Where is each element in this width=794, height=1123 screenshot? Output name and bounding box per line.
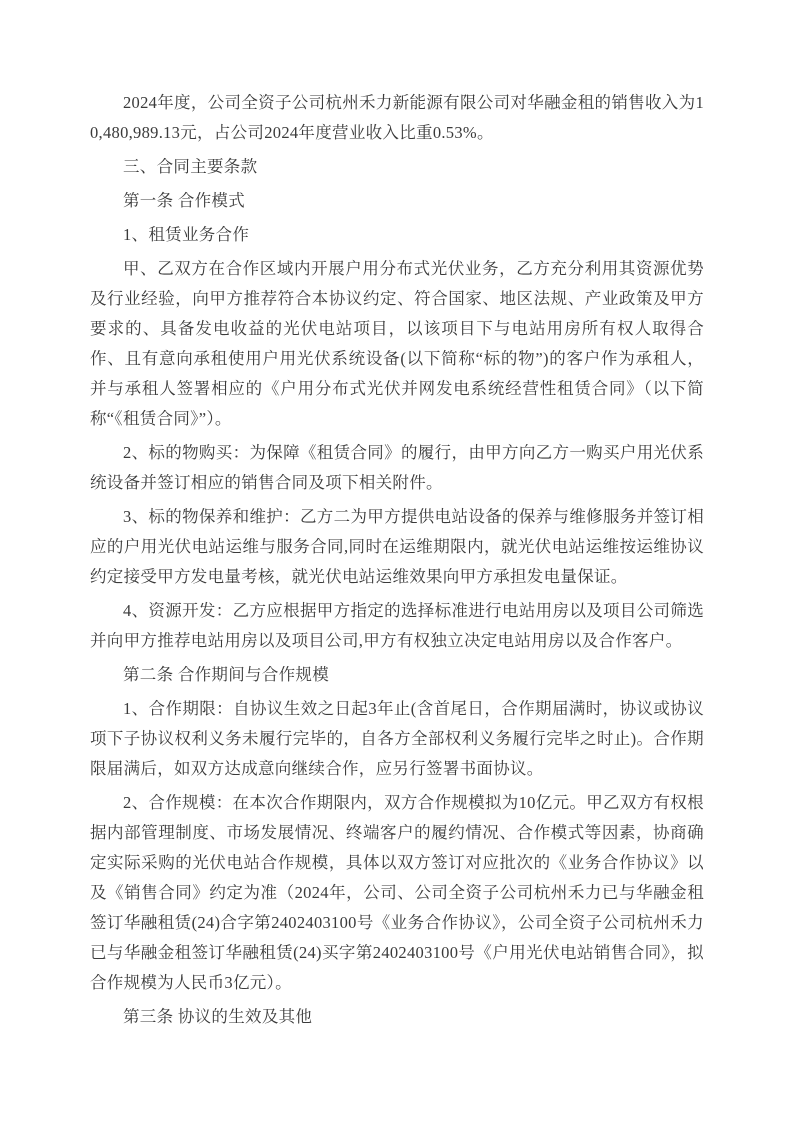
paragraph-sales-revenue: 2024年度，公司全资子公司杭州禾力新能源有限公司对华融金租的销售收入为10,480,989.13元，占公司2024年度营业收入比重0.53%。 [90, 93, 704, 142]
clause-1-cooperation-period: 1、合作期限：自协议生效之日起3年止(含首尾日，合作期届满时，协议或协议项下子协议权利义务未履行完毕的，自各方全部权利义务履行完毕之时止)。合作期限届满后，如双方达成意向继续合作，应另行签署书面协议。 [90, 699, 704, 778]
clause-1-leasing-business-title: 1、租赁业务合作 [123, 225, 250, 244]
article-1-heading-cooperation-mode: 第一条 合作模式 [123, 191, 246, 210]
clause-2-subject-purchase: 2、标的物购买：为保障《租赁合同》的履行，由甲方向乙方一购买户用光伏系统设备并签订相应的销售合同及项下相关附件。 [90, 443, 704, 492]
section-heading-main-contract-terms: 三、合同主要条款 [123, 157, 258, 176]
clause-1-leasing-business-body: 甲、乙双方在合作区域内开展户用分布式光伏业务，乙方充分利用其资源优势及行业经验，向甲方推荐符合本协议约定、符合国家、地区法规、产业政策及甲方要求的、具备发电收益的光伏电站项目，以该项目下与电站用房所有权人取得合作、且有意向承租使用户用光伏系统设备(以下简称“标的物”)的客户作为承租人，并与承租人签署相应的《户用分布式光伏并网发电系统经营性租赁合同》（以下简称“《租赁合同》”）。 [90, 259, 704, 428]
clause-2-cooperation-scale: 2、合作规模：在本次合作期限内，双方合作规模拟为10亿元。甲乙双方有权根据内部管理制度、市场发展情况、终端客户的履约情况、合作模式等因素，协商确定实际采购的光伏电站合作规模，具体以双方签订对应批次的《业务合作协议》以及《销售合同》约定为准（2024年，公司、公司全资子公司杭州禾力已与华融金租签订华融租赁(24)合字第2402403100号《业务合作协议》，公司全资子公司杭州禾力已与华融金租签订华融租赁(24)买字第2402403100号《户用光伏电站销售合同》，拟合作规模为人民币3亿元）。 [90, 793, 704, 992]
clause-4-resource-development: 4、资源开发：乙方应根据甲方指定的选择标准进行电站用房以及项目公司筛选并向甲方推荐电站用房以及项目公司,甲方有权独立决定电站用房以及合作客户。 [90, 601, 704, 650]
article-3-heading-effectiveness: 第三条 协议的生效及其他 [123, 1007, 313, 1026]
article-2-heading-period-and-scale: 第二条 合作期间与合作规模 [123, 665, 330, 684]
clause-3-maintenance: 3、标的物保养和维护：乙方二为甲方提供电站设备的保养与维修服务并签订相应的户用光伏电站运维与服务合同,同时在运维期限内，就光伏电站运维按运维协议约定接受甲方发电量考核，就光伏电站运维效果向甲方承担发电量保证。 [90, 507, 704, 586]
